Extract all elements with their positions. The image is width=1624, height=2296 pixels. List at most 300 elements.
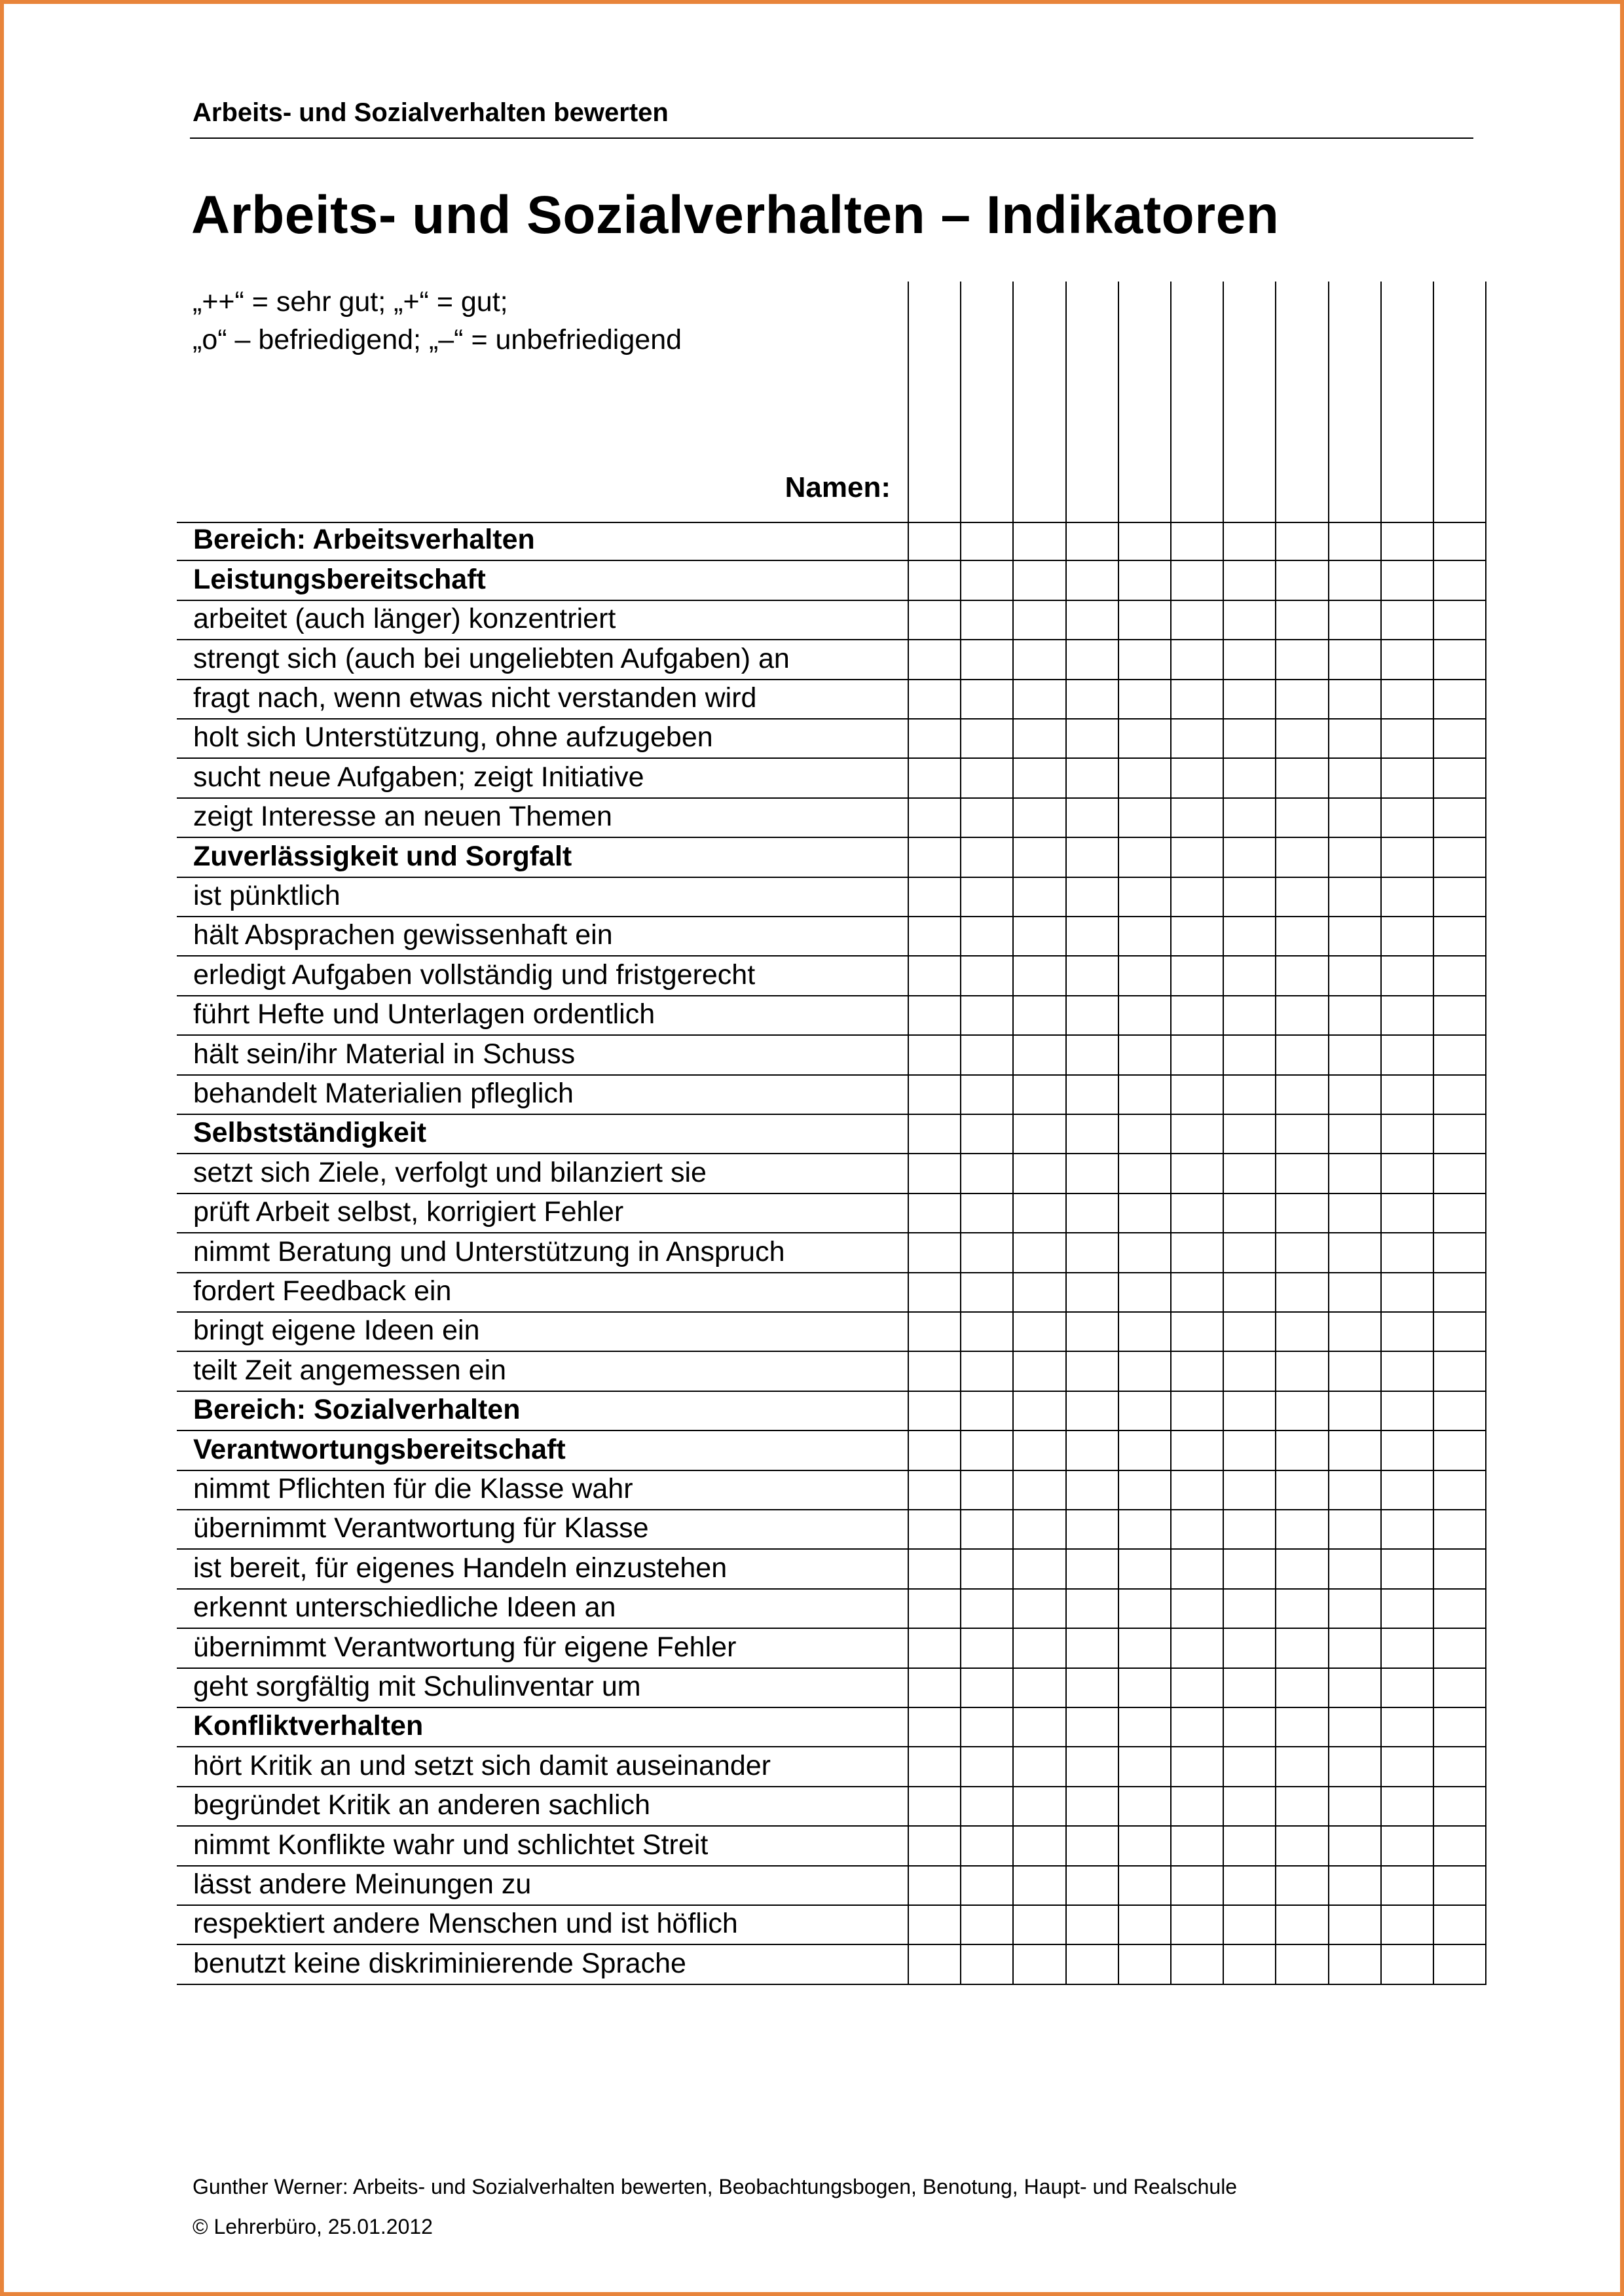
- rating-cell[interactable]: [1382, 1669, 1433, 1707]
- rating-cell[interactable]: [1382, 1747, 1433, 1785]
- rating-cell[interactable]: [1329, 1708, 1380, 1746]
- rating-cell[interactable]: [1224, 1154, 1275, 1192]
- rating-cell[interactable]: [1329, 1590, 1380, 1628]
- rating-cell[interactable]: [1329, 799, 1380, 837]
- rating-cell[interactable]: [1434, 680, 1485, 718]
- rating-cell[interactable]: [961, 1313, 1012, 1351]
- rating-cell[interactable]: [1172, 1115, 1223, 1153]
- rating-cell[interactable]: [909, 1787, 960, 1825]
- rating-cell[interactable]: [1329, 1550, 1380, 1588]
- rating-cell[interactable]: [961, 1669, 1012, 1707]
- rating-cell[interactable]: [1434, 1669, 1485, 1707]
- rating-cell[interactable]: [1172, 1827, 1223, 1865]
- rating-cell[interactable]: [961, 601, 1012, 639]
- rating-cell[interactable]: [1067, 1194, 1118, 1232]
- rating-cell[interactable]: [1224, 1945, 1275, 1983]
- rating-cell[interactable]: [1119, 1906, 1170, 1944]
- rating-cell[interactable]: [1119, 1076, 1170, 1114]
- rating-cell[interactable]: [1014, 601, 1065, 639]
- rating-cell[interactable]: [1067, 957, 1118, 994]
- rating-cell[interactable]: [1276, 1036, 1327, 1074]
- rating-cell[interactable]: [1119, 640, 1170, 678]
- rating-cell[interactable]: [1172, 1550, 1223, 1588]
- rating-cell[interactable]: [1329, 1669, 1380, 1707]
- rating-cell[interactable]: [1276, 917, 1327, 955]
- rating-cell[interactable]: [1329, 1867, 1380, 1904]
- rating-cell[interactable]: [1067, 1550, 1118, 1588]
- rating-cell[interactable]: [1434, 1629, 1485, 1667]
- rating-cell[interactable]: [1276, 1906, 1327, 1944]
- rating-cell[interactable]: [1224, 522, 1275, 560]
- rating-cell[interactable]: [1172, 1154, 1223, 1192]
- rating-cell[interactable]: [1329, 601, 1380, 639]
- rating-cell[interactable]: [1382, 1906, 1433, 1944]
- rating-cell[interactable]: [1067, 1787, 1118, 1825]
- rating-cell[interactable]: [1276, 1787, 1327, 1825]
- rating-cell[interactable]: [1276, 1115, 1327, 1153]
- rating-cell[interactable]: [1224, 1906, 1275, 1944]
- rating-cell[interactable]: [1434, 1392, 1485, 1430]
- rating-cell[interactable]: [1329, 1036, 1380, 1074]
- rating-cell[interactable]: [1067, 680, 1118, 718]
- rating-cell[interactable]: [1276, 1154, 1327, 1192]
- rating-cell[interactable]: [1224, 917, 1275, 955]
- rating-cell[interactable]: [1276, 996, 1327, 1034]
- rating-cell[interactable]: [1067, 1945, 1118, 1983]
- rating-cell[interactable]: [1276, 759, 1327, 797]
- rating-cell[interactable]: [1067, 1629, 1118, 1667]
- rating-cell[interactable]: [1067, 1273, 1118, 1311]
- rating-cell[interactable]: [909, 759, 960, 797]
- rating-cell[interactable]: [1276, 561, 1327, 599]
- rating-cell[interactable]: [1434, 1906, 1485, 1944]
- rating-cell[interactable]: [1067, 996, 1118, 1034]
- rating-cell[interactable]: [1119, 1036, 1170, 1074]
- rating-cell[interactable]: [1382, 838, 1433, 876]
- rating-cell[interactable]: [1014, 640, 1065, 678]
- rating-cell[interactable]: [1067, 1669, 1118, 1707]
- name-header-cell[interactable]: [1434, 282, 1485, 522]
- rating-cell[interactable]: [909, 1827, 960, 1865]
- rating-cell[interactable]: [1434, 1945, 1485, 1983]
- rating-cell[interactable]: [961, 680, 1012, 718]
- rating-cell[interactable]: [1224, 838, 1275, 876]
- rating-cell[interactable]: [1276, 640, 1327, 678]
- rating-cell[interactable]: [909, 1154, 960, 1192]
- rating-cell[interactable]: [1382, 1787, 1433, 1825]
- name-header-cell[interactable]: [1224, 282, 1275, 522]
- rating-cell[interactable]: [1434, 720, 1485, 757]
- rating-cell[interactable]: [1067, 522, 1118, 560]
- rating-cell[interactable]: [1119, 522, 1170, 560]
- rating-cell[interactable]: [909, 1945, 960, 1983]
- rating-cell[interactable]: [1224, 1787, 1275, 1825]
- rating-cell[interactable]: [1276, 1550, 1327, 1588]
- rating-cell[interactable]: [1172, 1194, 1223, 1232]
- rating-cell[interactable]: [1172, 601, 1223, 639]
- rating-cell[interactable]: [1276, 1708, 1327, 1746]
- name-header-cell[interactable]: [909, 282, 960, 522]
- rating-cell[interactable]: [1172, 838, 1223, 876]
- rating-cell[interactable]: [909, 996, 960, 1034]
- rating-cell[interactable]: [1434, 1471, 1485, 1509]
- rating-cell[interactable]: [909, 1629, 960, 1667]
- rating-cell[interactable]: [1382, 680, 1433, 718]
- rating-cell[interactable]: [1276, 1194, 1327, 1232]
- rating-cell[interactable]: [1276, 1669, 1327, 1707]
- rating-cell[interactable]: [1119, 1787, 1170, 1825]
- rating-cell[interactable]: [1224, 1115, 1275, 1153]
- name-header-cell[interactable]: [1276, 282, 1327, 522]
- rating-cell[interactable]: [961, 1708, 1012, 1746]
- rating-cell[interactable]: [1172, 1273, 1223, 1311]
- rating-cell[interactable]: [1276, 799, 1327, 837]
- rating-cell[interactable]: [1014, 1590, 1065, 1628]
- rating-cell[interactable]: [1067, 917, 1118, 955]
- rating-cell[interactable]: [909, 1313, 960, 1351]
- rating-cell[interactable]: [1434, 957, 1485, 994]
- rating-cell[interactable]: [1172, 522, 1223, 560]
- rating-cell[interactable]: [1067, 1747, 1118, 1785]
- rating-cell[interactable]: [1329, 1945, 1380, 1983]
- rating-cell[interactable]: [961, 1392, 1012, 1430]
- rating-cell[interactable]: [1224, 878, 1275, 916]
- rating-cell[interactable]: [1119, 601, 1170, 639]
- rating-cell[interactable]: [1329, 1747, 1380, 1785]
- rating-cell[interactable]: [1382, 1945, 1433, 1983]
- rating-cell[interactable]: [1014, 561, 1065, 599]
- rating-cell[interactable]: [961, 1590, 1012, 1628]
- rating-cell[interactable]: [909, 1036, 960, 1074]
- rating-cell[interactable]: [961, 720, 1012, 757]
- rating-cell[interactable]: [1329, 759, 1380, 797]
- rating-cell[interactable]: [961, 1867, 1012, 1904]
- rating-cell[interactable]: [1119, 799, 1170, 837]
- rating-cell[interactable]: [1067, 1827, 1118, 1865]
- rating-cell[interactable]: [1172, 1313, 1223, 1351]
- rating-cell[interactable]: [1119, 1115, 1170, 1153]
- rating-cell[interactable]: [1014, 1233, 1065, 1271]
- name-header-cell[interactable]: [1172, 282, 1223, 522]
- rating-cell[interactable]: [1434, 917, 1485, 955]
- rating-cell[interactable]: [1382, 878, 1433, 916]
- rating-cell[interactable]: [1067, 561, 1118, 599]
- rating-cell[interactable]: [1276, 1867, 1327, 1904]
- rating-cell[interactable]: [1329, 917, 1380, 955]
- rating-cell[interactable]: [961, 1550, 1012, 1588]
- rating-cell[interactable]: [1224, 957, 1275, 994]
- rating-cell[interactable]: [961, 1906, 1012, 1944]
- rating-cell[interactable]: [1276, 1076, 1327, 1114]
- rating-cell[interactable]: [1434, 1076, 1485, 1114]
- rating-cell[interactable]: [1067, 1906, 1118, 1944]
- rating-cell[interactable]: [1276, 601, 1327, 639]
- rating-cell[interactable]: [961, 799, 1012, 837]
- rating-cell[interactable]: [1014, 1115, 1065, 1153]
- rating-cell[interactable]: [1382, 640, 1433, 678]
- rating-cell[interactable]: [1382, 1076, 1433, 1114]
- rating-cell[interactable]: [909, 1233, 960, 1271]
- rating-cell[interactable]: [961, 878, 1012, 916]
- rating-cell[interactable]: [1172, 640, 1223, 678]
- rating-cell[interactable]: [909, 1708, 960, 1746]
- rating-cell[interactable]: [1224, 640, 1275, 678]
- rating-cell[interactable]: [1067, 1115, 1118, 1153]
- rating-cell[interactable]: [1329, 1194, 1380, 1232]
- rating-cell[interactable]: [1119, 1313, 1170, 1351]
- rating-cell[interactable]: [1434, 1550, 1485, 1588]
- rating-cell[interactable]: [1276, 1352, 1327, 1390]
- rating-cell[interactable]: [961, 1352, 1012, 1390]
- rating-cell[interactable]: [1172, 1906, 1223, 1944]
- rating-cell[interactable]: [1119, 1392, 1170, 1430]
- rating-cell[interactable]: [1276, 1629, 1327, 1667]
- rating-cell[interactable]: [1434, 601, 1485, 639]
- rating-cell[interactable]: [1172, 799, 1223, 837]
- rating-cell[interactable]: [1014, 917, 1065, 955]
- rating-cell[interactable]: [1172, 957, 1223, 994]
- rating-cell[interactable]: [909, 1906, 960, 1944]
- rating-cell[interactable]: [1329, 1233, 1380, 1271]
- rating-cell[interactable]: [1329, 1906, 1380, 1944]
- rating-cell[interactable]: [1434, 1273, 1485, 1311]
- rating-cell[interactable]: [909, 1669, 960, 1707]
- rating-cell[interactable]: [1172, 1708, 1223, 1746]
- rating-cell[interactable]: [1172, 1233, 1223, 1271]
- rating-cell[interactable]: [1434, 1233, 1485, 1271]
- rating-cell[interactable]: [1329, 1313, 1380, 1351]
- rating-cell[interactable]: [909, 601, 960, 639]
- rating-cell[interactable]: [909, 878, 960, 916]
- rating-cell[interactable]: [909, 1392, 960, 1430]
- rating-cell[interactable]: [1172, 720, 1223, 757]
- rating-cell[interactable]: [1382, 561, 1433, 599]
- rating-cell[interactable]: [1119, 996, 1170, 1034]
- rating-cell[interactable]: [1172, 878, 1223, 916]
- rating-cell[interactable]: [909, 1076, 960, 1114]
- rating-cell[interactable]: [1382, 1708, 1433, 1746]
- rating-cell[interactable]: [1224, 996, 1275, 1034]
- rating-cell[interactable]: [1067, 640, 1118, 678]
- rating-cell[interactable]: [1434, 1827, 1485, 1865]
- rating-cell[interactable]: [961, 917, 1012, 955]
- rating-cell[interactable]: [909, 1194, 960, 1232]
- rating-cell[interactable]: [1119, 561, 1170, 599]
- rating-cell[interactable]: [1119, 680, 1170, 718]
- rating-cell[interactable]: [1014, 1945, 1065, 1983]
- name-header-cell[interactable]: [1067, 282, 1118, 522]
- rating-cell[interactable]: [1119, 1629, 1170, 1667]
- rating-cell[interactable]: [1172, 1629, 1223, 1667]
- rating-cell[interactable]: [1014, 1036, 1065, 1074]
- rating-cell[interactable]: [1119, 1431, 1170, 1469]
- rating-cell[interactable]: [1067, 1431, 1118, 1469]
- rating-cell[interactable]: [1119, 1510, 1170, 1548]
- rating-cell[interactable]: [1276, 1510, 1327, 1548]
- rating-cell[interactable]: [1224, 1550, 1275, 1588]
- rating-cell[interactable]: [1014, 1629, 1065, 1667]
- rating-cell[interactable]: [1119, 957, 1170, 994]
- rating-cell[interactable]: [1067, 759, 1118, 797]
- rating-cell[interactable]: [1276, 1747, 1327, 1785]
- rating-cell[interactable]: [1224, 561, 1275, 599]
- rating-cell[interactable]: [909, 1747, 960, 1785]
- rating-cell[interactable]: [1067, 1867, 1118, 1904]
- rating-cell[interactable]: [1119, 1827, 1170, 1865]
- rating-cell[interactable]: [1434, 838, 1485, 876]
- name-header-cell[interactable]: [1329, 282, 1380, 522]
- rating-cell[interactable]: [1276, 680, 1327, 718]
- rating-cell[interactable]: [1382, 522, 1433, 560]
- rating-cell[interactable]: [909, 1115, 960, 1153]
- rating-cell[interactable]: [1224, 1036, 1275, 1074]
- rating-cell[interactable]: [1067, 1233, 1118, 1271]
- name-header-cell[interactable]: [1382, 282, 1433, 522]
- rating-cell[interactable]: [1014, 1669, 1065, 1707]
- rating-cell[interactable]: [1224, 1827, 1275, 1865]
- rating-cell[interactable]: [1067, 878, 1118, 916]
- rating-cell[interactable]: [1382, 957, 1433, 994]
- rating-cell[interactable]: [1382, 1036, 1433, 1074]
- rating-cell[interactable]: [961, 1471, 1012, 1509]
- rating-cell[interactable]: [1172, 1590, 1223, 1628]
- rating-cell[interactable]: [961, 759, 1012, 797]
- rating-cell[interactable]: [1172, 1076, 1223, 1114]
- rating-cell[interactable]: [1224, 1194, 1275, 1232]
- rating-cell[interactable]: [1224, 1629, 1275, 1667]
- rating-cell[interactable]: [1014, 1708, 1065, 1746]
- rating-cell[interactable]: [1172, 1352, 1223, 1390]
- rating-cell[interactable]: [1119, 1669, 1170, 1707]
- rating-cell[interactable]: [1276, 838, 1327, 876]
- rating-cell[interactable]: [1014, 957, 1065, 994]
- rating-cell[interactable]: [909, 1550, 960, 1588]
- rating-cell[interactable]: [1329, 1510, 1380, 1548]
- rating-cell[interactable]: [1329, 680, 1380, 718]
- rating-cell[interactable]: [1329, 1431, 1380, 1469]
- rating-cell[interactable]: [909, 917, 960, 955]
- rating-cell[interactable]: [909, 1273, 960, 1311]
- rating-cell[interactable]: [1224, 1510, 1275, 1548]
- name-header-cell[interactable]: [961, 282, 1012, 522]
- rating-cell[interactable]: [1119, 1352, 1170, 1390]
- rating-cell[interactable]: [1172, 759, 1223, 797]
- rating-cell[interactable]: [1434, 1313, 1485, 1351]
- rating-cell[interactable]: [1276, 1273, 1327, 1311]
- rating-cell[interactable]: [1329, 561, 1380, 599]
- rating-cell[interactable]: [1382, 1352, 1433, 1390]
- rating-cell[interactable]: [961, 1194, 1012, 1232]
- rating-cell[interactable]: [1119, 1233, 1170, 1271]
- rating-cell[interactable]: [1014, 1352, 1065, 1390]
- rating-cell[interactable]: [1014, 1471, 1065, 1509]
- rating-cell[interactable]: [1224, 1313, 1275, 1351]
- rating-cell[interactable]: [961, 1036, 1012, 1074]
- rating-cell[interactable]: [1014, 1313, 1065, 1351]
- rating-cell[interactable]: [961, 1747, 1012, 1785]
- rating-cell[interactable]: [1014, 799, 1065, 837]
- rating-cell[interactable]: [1014, 1273, 1065, 1311]
- rating-cell[interactable]: [1382, 1590, 1433, 1628]
- rating-cell[interactable]: [1172, 1036, 1223, 1074]
- rating-cell[interactable]: [1329, 1273, 1380, 1311]
- rating-cell[interactable]: [1382, 1392, 1433, 1430]
- rating-cell[interactable]: [1434, 1708, 1485, 1746]
- rating-cell[interactable]: [1382, 601, 1433, 639]
- rating-cell[interactable]: [1329, 838, 1380, 876]
- rating-cell[interactable]: [1382, 759, 1433, 797]
- rating-cell[interactable]: [1172, 1510, 1223, 1548]
- rating-cell[interactable]: [1276, 522, 1327, 560]
- rating-cell[interactable]: [1224, 680, 1275, 718]
- rating-cell[interactable]: [1434, 640, 1485, 678]
- rating-cell[interactable]: [909, 838, 960, 876]
- rating-cell[interactable]: [1014, 878, 1065, 916]
- rating-cell[interactable]: [1276, 1590, 1327, 1628]
- rating-cell[interactable]: [1382, 1510, 1433, 1548]
- rating-cell[interactable]: [1119, 1194, 1170, 1232]
- rating-cell[interactable]: [1434, 1352, 1485, 1390]
- rating-cell[interactable]: [961, 1233, 1012, 1271]
- rating-cell[interactable]: [961, 1431, 1012, 1469]
- rating-cell[interactable]: [1434, 1747, 1485, 1785]
- rating-cell[interactable]: [1276, 957, 1327, 994]
- rating-cell[interactable]: [1382, 1233, 1433, 1271]
- rating-cell[interactable]: [1014, 1510, 1065, 1548]
- rating-cell[interactable]: [1224, 1747, 1275, 1785]
- rating-cell[interactable]: [1382, 1550, 1433, 1588]
- rating-cell[interactable]: [1067, 1352, 1118, 1390]
- rating-cell[interactable]: [1382, 1154, 1433, 1192]
- rating-cell[interactable]: [1434, 561, 1485, 599]
- rating-cell[interactable]: [1434, 1867, 1485, 1904]
- rating-cell[interactable]: [1434, 878, 1485, 916]
- rating-cell[interactable]: [1014, 1550, 1065, 1588]
- rating-cell[interactable]: [1014, 1787, 1065, 1825]
- rating-cell[interactable]: [1067, 601, 1118, 639]
- rating-cell[interactable]: [1329, 1154, 1380, 1192]
- rating-cell[interactable]: [1276, 1233, 1327, 1271]
- rating-cell[interactable]: [1119, 878, 1170, 916]
- rating-cell[interactable]: [1224, 1471, 1275, 1509]
- rating-cell[interactable]: [1329, 1471, 1380, 1509]
- rating-cell[interactable]: [1224, 1076, 1275, 1114]
- rating-cell[interactable]: [1014, 996, 1065, 1034]
- rating-cell[interactable]: [1329, 957, 1380, 994]
- rating-cell[interactable]: [1434, 1510, 1485, 1548]
- rating-cell[interactable]: [1067, 1036, 1118, 1074]
- rating-cell[interactable]: [1067, 1154, 1118, 1192]
- rating-cell[interactable]: [1067, 799, 1118, 837]
- rating-cell[interactable]: [909, 1590, 960, 1628]
- rating-cell[interactable]: [1224, 1392, 1275, 1430]
- rating-cell[interactable]: [961, 1076, 1012, 1114]
- rating-cell[interactable]: [909, 799, 960, 837]
- rating-cell[interactable]: [1119, 720, 1170, 757]
- rating-cell[interactable]: [1382, 996, 1433, 1034]
- rating-cell[interactable]: [961, 1787, 1012, 1825]
- rating-cell[interactable]: [1382, 1273, 1433, 1311]
- rating-cell[interactable]: [1014, 759, 1065, 797]
- rating-cell[interactable]: [961, 1827, 1012, 1865]
- rating-cell[interactable]: [961, 996, 1012, 1034]
- rating-cell[interactable]: [1014, 680, 1065, 718]
- rating-cell[interactable]: [1119, 1708, 1170, 1746]
- rating-cell[interactable]: [1224, 759, 1275, 797]
- rating-cell[interactable]: [1224, 1431, 1275, 1469]
- rating-cell[interactable]: [961, 1629, 1012, 1667]
- rating-cell[interactable]: [1224, 1273, 1275, 1311]
